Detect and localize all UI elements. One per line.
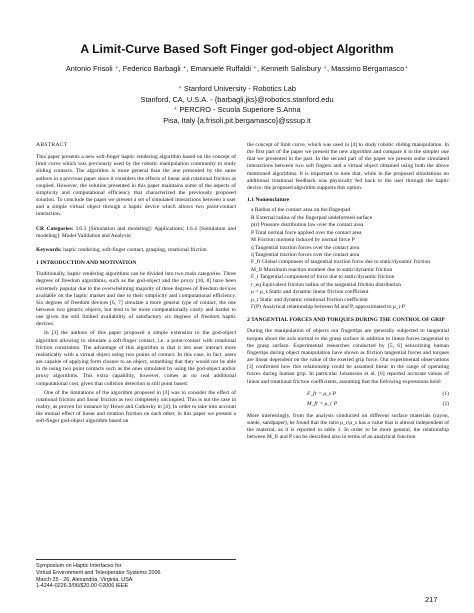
subsection-heading: 1.1 Nomenclature [247, 197, 290, 204]
right-column [247, 142, 449, 444]
nomenclature-item: F_fr Global component of tangential traction force due to static/dynamic friction [251, 259, 430, 266]
equation-number: (1) [442, 390, 449, 397]
nomenclature-item: μ_r Static and dynamic rotational friction coefficient [251, 296, 368, 303]
paragraph: the concept of limit curve, which was used in [4] to study robotic sliding manipulation. In the first part of the paper we present the new algorithm and compare it to the simpler one that we presented in the past. In the second part of the paper we present some simulated interactions between two soft fingers and a virtual object obtained using both the above mentioned algorithms. It is important to note that, while in the proposed simulations no additional rotational feedback was physically fed back to the user through the haptic device, the proposed algorithm supports this option. [247, 142, 449, 191]
cr-categories [36, 226, 236, 240]
nomenclature-item: Γ(P) Analytical relationship between M and P, approximated to μ_r P [251, 304, 405, 311]
paragraph: During the manipulation of objects our fingertips are generally subjected to tangential torques about the axis normal to the grasp surface in addition to linear forces tangential to the grasp surface. Experimental researches conducted by [5, 6] sensorizing human fingertips during object manipulation have shown as friction tangential forces and torques are linear dependent on the value of the exerted grip force. Our experimental observations [3] confirmed how this relationship could be assumed linear in the range of operating forces during human grip. In particular Johansson et al. [6] reported accurate values of linear and rotational friction coefficients, assuming that the following expressions hold: [247, 328, 449, 385]
paragraph: In [3] the authors of this paper proposed a simple extension to the god-object algorithm allowing to simulate a soft-finger contact, i.e. a point-contact with rotational friction constraints. The advantage of this algorithm is that it lets user interact more realistically with a virtual object using two points of contact. In this case, in fact, users are capable of applying form closure to an object, something that they would not be able to do using two point contacts such as the ones simulated by using the god-object and/or proxy algorithms. This extra capability, however, comes at no real additional computational cost, given that collision detection is still point based. [36, 330, 236, 387]
nomenclature-item: r_eq Equivalent friction radius of the tangential friction distribution [251, 281, 402, 288]
footer-line: March 25 - 26, Alexandria, Virginia, USA [36, 576, 133, 583]
equation-number: (2) [442, 400, 449, 407]
affiliations [0, 84, 474, 126]
footer-line: 1-4244-0226-3/06/$20.00 ©2006 IEEE [36, 583, 129, 590]
keywords-text: haptic rendering, soft-finger contact, grasping, rotational friction [63, 246, 207, 253]
cr-label: CR Categories: [36, 225, 74, 232]
page-number: 217 [425, 595, 438, 604]
section-heading: 1 INTRODUCTION AND MOTIVATION [36, 260, 137, 267]
nomenclature-item: F_t Tangential component of force due to static/dynamic friction [251, 274, 395, 281]
equation-body: F_fr = μ_s P [307, 390, 336, 397]
nomenclature-item: q̇ Tangential traction forces over the contact area [251, 251, 360, 258]
affiliation-line: ⁺ Stanford University - Robotics Lab [177, 84, 297, 93]
keywords [36, 247, 236, 254]
footer-line: Virtual Environment and Teleoperator Systems 2006 [36, 569, 161, 576]
nomenclature-item: P Total normal force applied over the contact area [251, 229, 362, 236]
paragraph: Traditionally, haptic rendering algorithms can be divided into two main categories. Three degrees of freedom algorithms, such as the god-object and the proxy [10, 8] have been extremely popular due to the overwhelming majority of three degrees of freedom devices available on the haptic market and due to their simplicity and computational efficiency. Six degrees of freedom devices [6, 7] simulate a more general type of contact, the one between two generic objects, but tend to be more computationally costly and harder to use given the still limited availability of satisfactory six degrees of freedom haptic devices. [36, 271, 236, 328]
author-list: Antonio Frisoli ⁺, Federico Barbagli ⁺, Emanuele Ruffaldi ⁺, Kenneth Salisbury ⁺, Massimo Bergamasco⁺ [65, 64, 409, 73]
cr-text: I.6.3 [Simulation and modeling]: Applications; I.6.4 [Simulation and modeling]: Model Validation and Analysis; [36, 225, 236, 239]
footer-line: Symposium on Haptic Interfaces for [36, 563, 122, 569]
paragraph: More interestingly, from the analysis conducted on different surface materials (rayon, suede, sandpaper), he found that the ratio μ_r/μ_s has a value that is almost independent of the material, as it is reported in table 1. In order to be more general, the relationship between M_fr and P can be described also in terms of an analytical function [247, 413, 449, 441]
left-column [36, 142, 236, 427]
nomenclature-item: M Friction moment induced by normal force P [251, 237, 355, 244]
abstract-heading: ABSTRACT [36, 142, 68, 148]
nomenclature-item: R External radius of the fingerpad undeformed surface [251, 214, 373, 221]
nomenclature-item: a Radius of the contact area on the fingerpad [251, 207, 351, 214]
nomenclature-item: μ = μ_s Static and dynamic linear friction coefficient [251, 289, 369, 296]
keywords-label: Keywords: [36, 246, 62, 253]
nomenclature-item: p(r) Pressure distribution law over the contact area [251, 222, 364, 229]
affiliation-line: Pisa, Italy {a.frisoli,pit,bergamasco}@sssup.it [163, 115, 311, 125]
nomenclature-item: q̇ Tangential traction forces over the contact area [251, 244, 360, 251]
conference-footer [36, 559, 236, 590]
affiliation-line: ⁺ PERCRO - Scuola Superiore S.Anna [173, 105, 301, 114]
paper-title: A Limit-Curve Based Soft Finger god-object Algorithm [80, 42, 394, 56]
equation-body: M_fr = μ_r P [307, 400, 338, 407]
equation [247, 388, 449, 398]
equation [247, 398, 449, 408]
section-heading: 2 TANGENTIAL FORCES AND TORQUES DURING THE CONTROL OF GRIP [247, 317, 445, 324]
nomenclature-item: M_fr Maximum reaction moment due to static/dynamic friction [251, 266, 393, 273]
nomenclature-list [251, 207, 449, 311]
paragraph: One of the limitations of the algorithm proposed in [3] was to consider the effect of rotational friction and linear friction as two completely uncoupled. This is not the case in reality, as proven for instance by Howe and Cutkosky in [4]. In order to take into account the mutual effect of linear and rotation friction on each other, in this paper we present a soft-finger god-object algorithm based on [36, 389, 236, 425]
affiliation-line: Stanford, CA, U.S.A. - {barbagli,jks}@robotics.stanford.edu [140, 94, 334, 104]
abstract-text: This paper presents a new soft-finger haptic rendering algorithm based on the concept of limit curve which was previously used by the robotic manipulation community to study sliding contacts. The algorithm is more general than the one presented by the same authors in a previous paper since it considers the effects of linear and rotational friction as coupled. However, the solution presented in this paper maintains some of the aspects of simplicity and computational efficiency that characterized the previously proposed solution. To conclude the paper we present a set of simulated interactions between a user and a simple virtual object through a haptic device which allows two point-contact interaction. [36, 154, 236, 218]
